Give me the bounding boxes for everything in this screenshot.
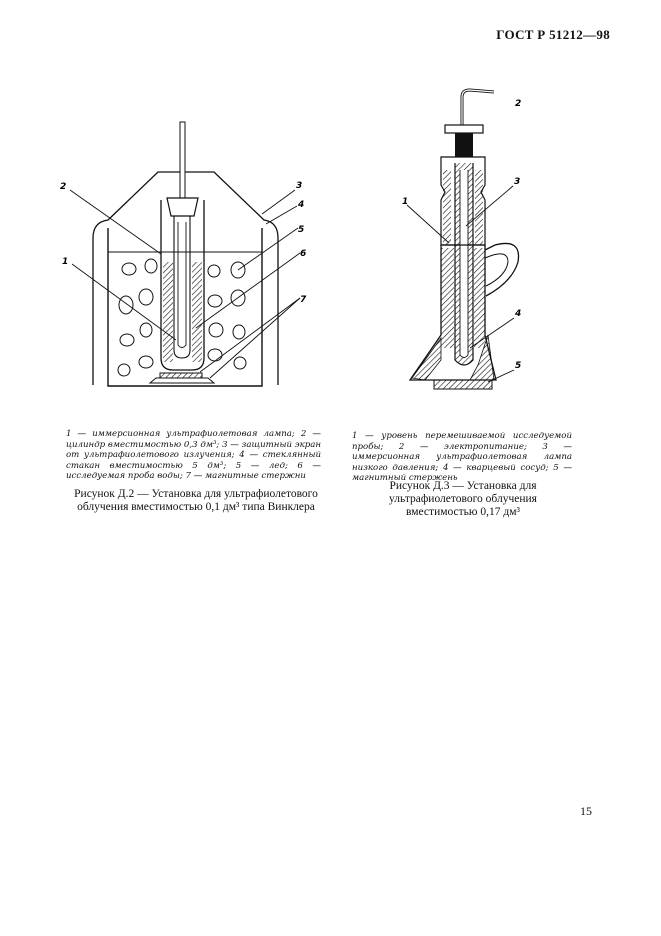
figure-d3-drawing [395,85,570,405]
d2-callout-3: 3 [296,181,303,191]
figure-d3-legend: 1 — уровень перемешиваемой исследуемой пробы; 2 — электропитание; 3 — иммерсионная ультрафиолетовая лампа низкого давления; 4 — кварцевый сосуд; 5 — магнитный стержень [352,431,572,484]
document-header: ГОСТ Р 51212—98 [496,27,610,42]
d3-callout-4: 4 [515,309,522,319]
d2-callout-6: 6 [300,249,307,259]
page-number: 15 [580,804,592,818]
d3-callout-5: 5 [515,361,522,371]
d3-callout-3: 3 [514,177,521,187]
d3-callout-2: 2 [515,99,522,109]
figure-d2-legend: 1 — иммерсионная ультрафиолетовая лампа; 2 — цилиндр вместимостью 0,3 дм³; 3 — защитный экран от ультрафиолетового излучения; 4 — стеклянный стакан вместимостью 5 дм³; 5 — лед; 6 — исследуемая проба воды; 7 — магнитные стержни [66,429,321,482]
d2-callout-1: 1 [62,257,69,267]
d3-callout-1: 1 [402,197,409,207]
figure-d2-drawing [55,115,335,405]
d2-callout-5: 5 [298,225,305,235]
figure-d2-caption: Рисунок Д.2 — Установка для ультрафиолетового облучения вместимостью 0,1 дм³ типа Винклера [74,488,318,513]
d2-callout-7: 7 [300,295,307,305]
d2-callout-4: 4 [298,200,305,210]
d2-callout-2: 2 [60,182,67,192]
figure-d3-caption: Рисунок Д.3 — Установка для ультрафиолетового облучения вместимостью 0,17 дм³ [389,480,537,518]
